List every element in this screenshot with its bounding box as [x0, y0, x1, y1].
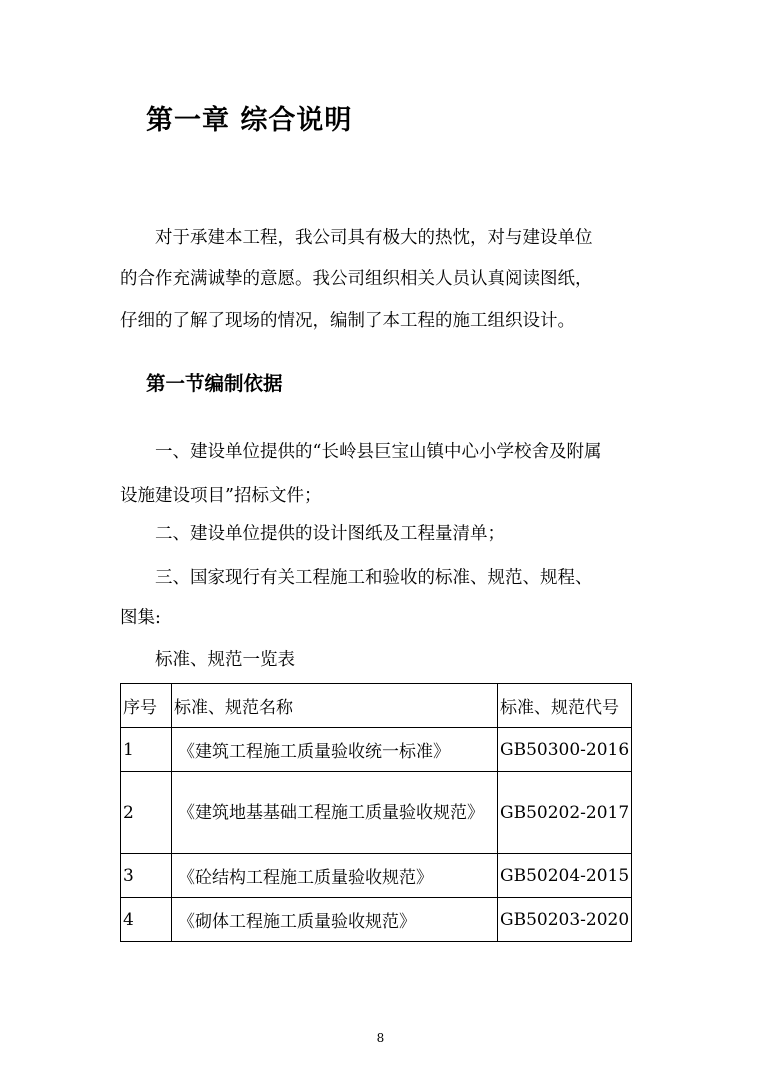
- row-code: GB50202-2017: [498, 772, 632, 854]
- intro-line: 的合作充满诚挚的意愿。我公司组织相关人员认真阅读图纸，: [120, 269, 593, 289]
- table-caption: 标准、规范一览表: [120, 650, 295, 670]
- section-title: 第一节编制依据: [146, 372, 283, 395]
- header-name: 标准、规范名称: [172, 684, 498, 728]
- basis-line: 二、建设单位提供的设计图纸及工程量清单；: [120, 524, 505, 544]
- table-row: [121, 772, 632, 854]
- page-number: 8: [376, 1031, 385, 1045]
- row-no: 4: [121, 898, 172, 942]
- table-row: [121, 728, 632, 772]
- row-name: 《建筑工程施工质量验收统一标准》: [172, 728, 498, 772]
- row-no: 3: [121, 854, 172, 898]
- table-header-row: [121, 684, 632, 728]
- row-no: 1: [121, 728, 172, 772]
- table-row: [121, 898, 632, 942]
- basis-line: 一、建设单位提供的“长岭县巨宝山镇中心小学校舍及附属: [120, 442, 602, 462]
- row-name: 《建筑地基基础工程施工质量验收规范》: [172, 772, 498, 854]
- row-code: GB50204-2015: [498, 854, 632, 898]
- table-row: [121, 854, 632, 898]
- row-name: 《砌体工程施工质量验收规范》: [172, 898, 498, 942]
- basis-line: 图集:: [120, 608, 161, 628]
- intro-line: 仔细的了解了现场的情况，编制了本工程的施工组织设计。: [120, 311, 575, 331]
- row-name: 《砼结构工程施工质量验收规范》: [172, 854, 498, 898]
- row-code: GB50203-2020: [498, 898, 632, 942]
- chapter-title: 第一章 综合说明: [146, 105, 353, 136]
- header-no: 序号: [121, 684, 172, 728]
- row-no: 2: [121, 772, 172, 854]
- header-code: 标准、规范代号: [498, 684, 632, 728]
- basis-line: 三、国家现行有关工程施工和验收的标准、规范、规程、: [120, 568, 593, 588]
- basis-line: 设施建设项目”招标文件；: [120, 486, 322, 506]
- intro-line: 对于承建本工程，我公司具有极大的热忱，对与建设单位: [120, 228, 593, 248]
- standards-table: [120, 683, 632, 942]
- row-code: GB50300-2016: [498, 728, 632, 772]
